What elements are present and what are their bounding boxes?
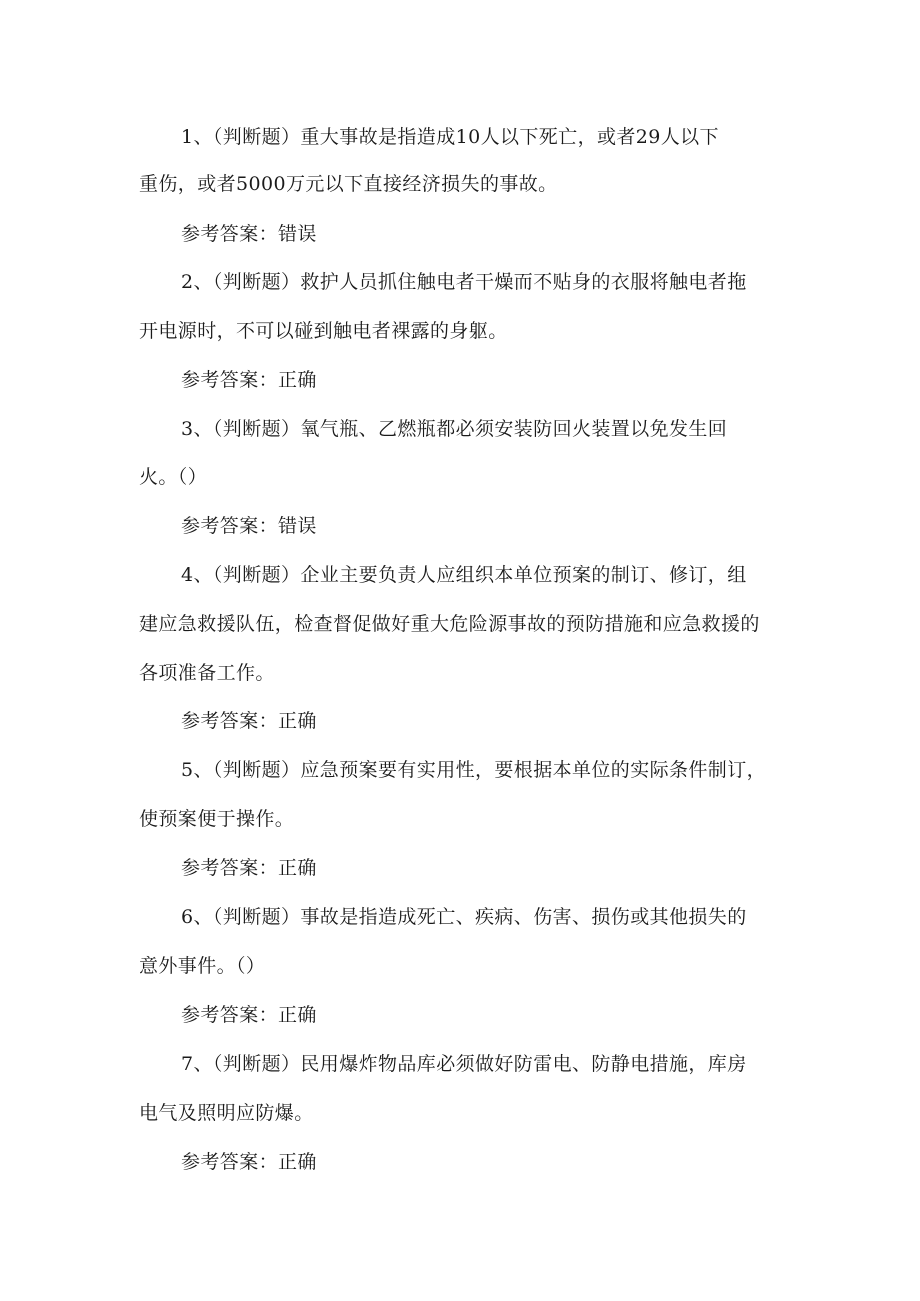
question-5-answer: 参考答案：正确 (181, 857, 317, 879)
question-7-line-2: 电气及照明应防爆。 (139, 1102, 314, 1124)
question-5-line-2: 使预案便于操作。 (139, 808, 295, 830)
question-2-line-1: 2、（判断题）救护人员抓住触电者干燥而不贴身的衣服将触电者拖 (181, 271, 747, 293)
question-5-line-1: 5、（判断题）应急预案要有实用性，要根据本单位的实际条件制订， (181, 759, 766, 781)
question-4-line-1: 4、（判断题）企业主要负责人应组织本单位预案的制订、修订，组 (181, 564, 747, 586)
question-6-line-2: 意外事件。（） (139, 955, 266, 977)
question-3-line-2: 火。（） (139, 466, 208, 488)
question-6-line-1: 6、（判断题）事故是指造成死亡、疾病、伤害、损伤或其他损失的 (181, 906, 747, 928)
question-1-answer: 参考答案：错误 (181, 223, 317, 245)
question-3-answer: 参考答案：错误 (181, 515, 317, 537)
question-2-line-2: 开电源时，不可以碰到触电者裸露的身躯。 (139, 320, 508, 342)
question-1-line-2: 重伤，或者5000万元以下直接经济损失的事故。 (139, 173, 558, 195)
question-4-line-3: 各项准备工作。 (139, 662, 275, 684)
question-4-answer: 参考答案：正确 (181, 710, 317, 732)
question-3-line-1: 3、（判断题）氧气瓶、乙燃瓶都必须安装防回火装置以免发生回 (181, 418, 728, 440)
question-7-line-1: 7、（判断题）民用爆炸物品库必须做好防雷电、防静电措施，库房 (181, 1053, 747, 1075)
question-6-answer: 参考答案：正确 (181, 1004, 317, 1026)
question-4-line-2: 建应急救援队伍，检查督促做好重大危险源事故的预防措施和应急救援的 (139, 613, 760, 635)
question-1-line-1: 1、（判断题）重大事故是指造成10人以下死亡，或者29人以下 (181, 126, 719, 148)
question-2-answer: 参考答案：正确 (181, 369, 317, 391)
question-7-answer: 参考答案：正确 (181, 1151, 317, 1173)
